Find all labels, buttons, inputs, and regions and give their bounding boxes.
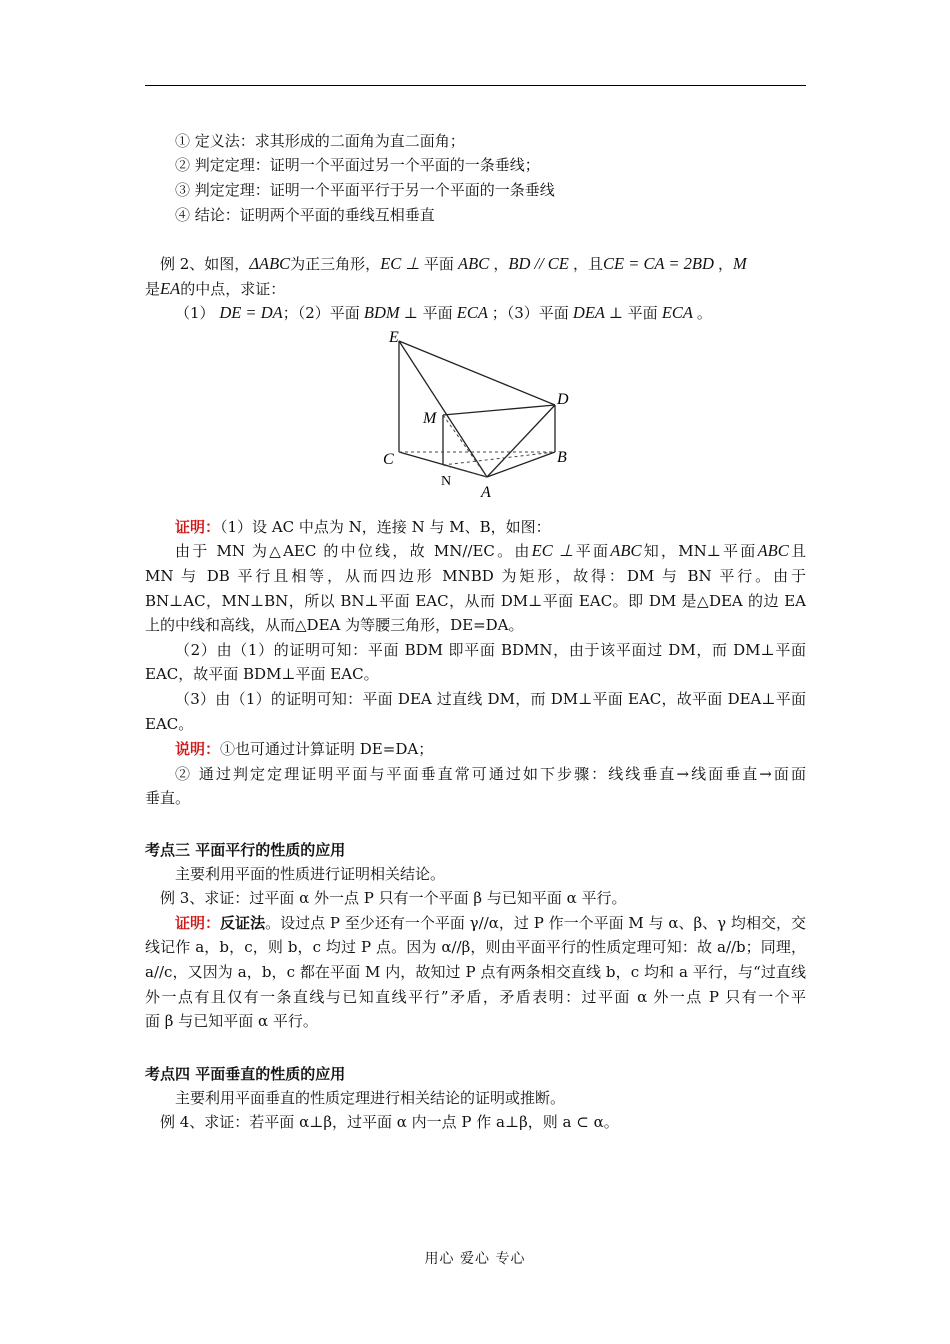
proof-part-3-line-2: EAC。 — [145, 715, 194, 733]
kp3-proof-line-5: 面 β 与已知平面 α 平行。 — [145, 1012, 318, 1030]
method-2: ② 判定定理：证明一个平面过另一个平面的一条垂线； — [175, 156, 540, 174]
example-4: 例 4、求证：若平面 α⊥β，过平面 α 内一点 P 作 a⊥β，则 a ⊂ α。 — [160, 1113, 619, 1131]
note-line-2: ② 通过判定定理证明平面与平面垂直常可通过如下步骤：线线垂直→线面垂直→面面 — [175, 765, 806, 783]
label-D: D — [557, 391, 569, 408]
label-A: A — [481, 484, 491, 501]
edge-MD — [443, 405, 555, 415]
kp3-proof-label: 证明： — [175, 914, 221, 932]
kp4-intro: 主要利用平面垂直的性质定理进行相关结论的证明或推断。 — [175, 1089, 566, 1107]
geometry-figure — [375, 325, 580, 505]
proof-line-4: BN⊥AC，MN⊥BN，所以 BN⊥平面 EAC，从而 DM⊥平面 EAC。即 DM 是△DEA 的边 EA — [145, 592, 806, 610]
method-4: ④ 结论：证明两个平面的垂线互相垂直 — [175, 206, 435, 224]
header-rule — [145, 85, 806, 86]
proof-line-2: 由于 MN 为△AEC 的中位线，故 MN//EC。由EC ⊥平面ABC知，MN⊥平面ABC且 — [175, 541, 806, 560]
edge-ED — [399, 341, 555, 405]
label-E: E — [389, 329, 399, 346]
note-label: 说明： — [175, 740, 221, 758]
kp3-proof-line-1: 证明：反证法。设过点 P 至少还有一个平面 γ//α，过 P 作一个平面 M 与 α、β、γ 均相交，交 — [175, 914, 806, 932]
label-B: B — [557, 449, 567, 466]
method-1: ① 定义法：求其形成的二面角为直二面角； — [175, 132, 465, 150]
page-footer: 用心 爱心 专心 — [424, 1251, 526, 1267]
kp3-proof-line-2: 线记作 a，b，c，则 b，c 均过 P 点。因为 α//β，则由平面平行的性质定理可知：故 a//b；同理， — [145, 938, 806, 956]
kp3-proof-line-4: 外一点有且仅有一条直线与已知直线平行”矛盾，矛盾表明：过平面 α 外一点 P 只有一个平 — [145, 988, 806, 1006]
proof-part-1: 证明：（1）设 AC 中点为 N，连接 N 与 M、B，如图： — [175, 518, 551, 536]
kp3-proof-method: 反证法 — [220, 914, 266, 932]
proof-part-2-line-1: （2）由（1）的证明可知：平面 BDM 即平面 BDMN，由于该平面过 DM，而 DM⊥平面 — [175, 641, 806, 659]
example-2-claims: （1） DE = DA；（2）平面 BDM ⊥ 平面 ECA ；（3）平面 DEA ⊥ 平面 ECA 。 — [175, 303, 712, 322]
proof-part-3-line-1: （3）由（1）的证明可知：平面 DEA 过直线 DM，而 DM⊥平面 EAC，故平面 DEA⊥平面 — [175, 690, 806, 708]
kp3-proof-line-3: a//c，又因为 a，b，c 都在平面 M 内，故知过 P 点有两条相交直线 b，c 均和 a 平行，与“过直线 — [145, 963, 806, 981]
example-2-line-1: 例 2、如图，ΔABC为正三角形，EC ⊥ 平面 ABC ，BD // CE ，且CE = CA = 2BD ，M — [160, 254, 747, 273]
proof-label: 证明： — [175, 518, 221, 536]
proof-line-5: 上的中线和高线，从而△DEA 为等腰三角形，DE=DA。 — [145, 616, 524, 634]
example-3: 例 3、求证：过平面 α 外一点 P 只有一个平面 β 与已知平面 α 平行。 — [160, 889, 627, 907]
label-C: C — [383, 451, 394, 468]
note-line-1: 说明：①也可通过计算证明 DE=DA； — [175, 740, 434, 758]
label-M: M — [423, 410, 437, 427]
example-2-line-2: 是EA的中点，求证： — [145, 279, 286, 298]
proof-part-2-line-2: EAC，故平面 BDM⊥平面 EAC。 — [145, 665, 379, 683]
proof-line-3: MN 与 DB 平行且相等，从而四边形 MNBD 为矩形，故得：DM 与 BN 平行。由于 — [145, 567, 806, 585]
note-line-3: 垂直。 — [145, 789, 191, 807]
method-3: ③ 判定定理：证明一个平面平行于另一个平面的一条垂线 — [175, 181, 555, 199]
edge-DA — [487, 405, 555, 477]
section-title-kp4: 考点四 平面垂直的性质的应用 — [145, 1065, 346, 1083]
label-N: N — [441, 474, 452, 489]
section-title-kp3: 考点三 平面平行的性质的应用 — [145, 841, 346, 859]
kp3-intro: 主要利用平面的性质进行证明相关结论。 — [175, 865, 446, 883]
